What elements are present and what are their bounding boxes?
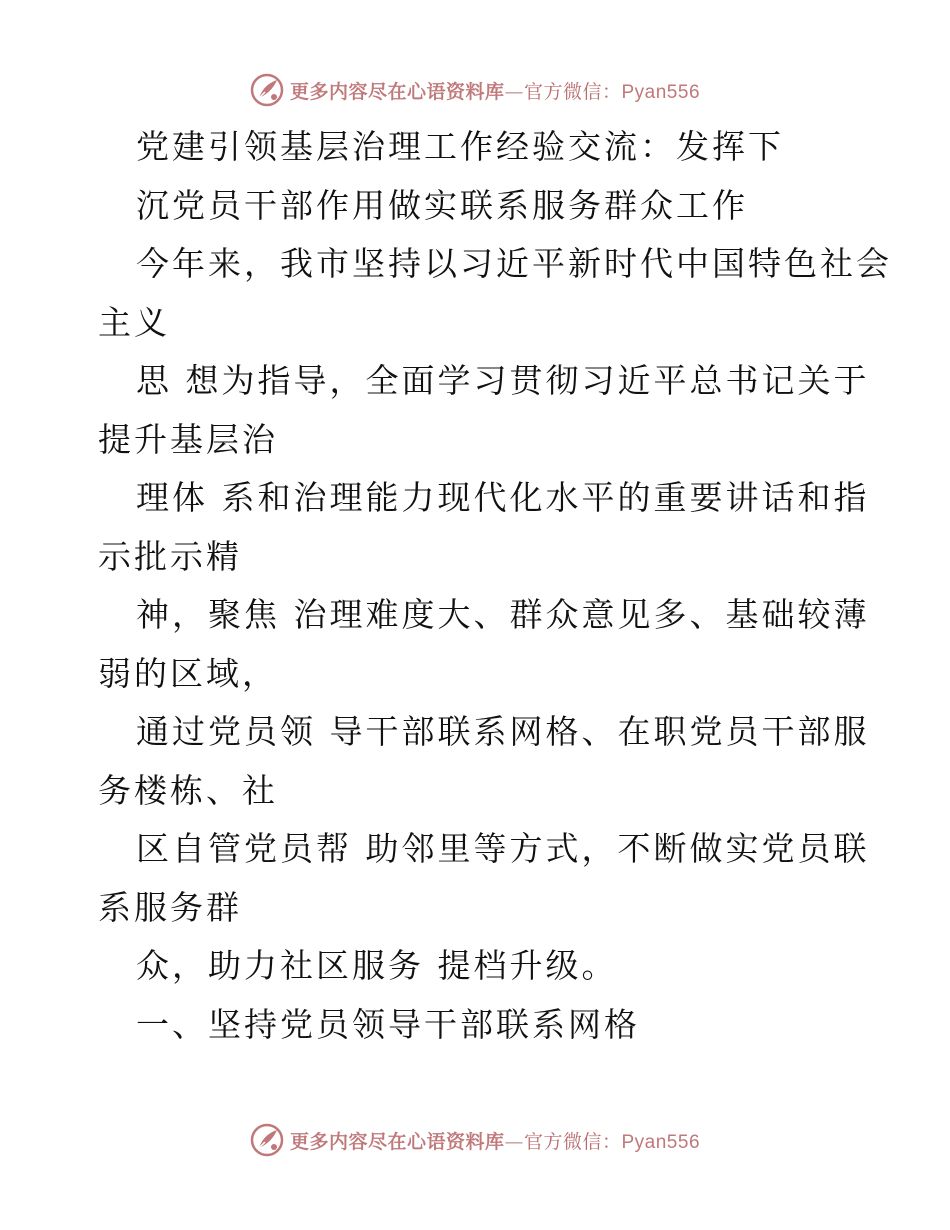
watermark-wechat-label: 官方微信：: [523, 80, 622, 103]
paragraph-line: 弱的区域，: [98, 653, 278, 693]
section-heading: 一、坚持党员领导干部联系网格: [136, 1004, 640, 1044]
paragraph-line: 系服务群: [98, 887, 242, 927]
paragraph-line: 今年来，我市坚持以习近平新时代中国特色社会: [136, 244, 892, 283]
paragraph-line: 思 想为指导，全面学习贯彻习近平总书记关于: [136, 361, 870, 400]
watermark-dash: —: [504, 80, 524, 103]
feather-pen-icon: [250, 1123, 284, 1157]
watermark-main-text: 更多内容尽在心语资料库: [289, 80, 505, 103]
watermark-dash: —: [504, 1130, 524, 1153]
paragraph-line: 区自管党员帮 助邻里等方式，不断做实党员联: [136, 829, 870, 868]
paragraph-line: 主义: [98, 302, 170, 342]
paragraph-line: 提升基层治: [98, 419, 278, 459]
paragraph-line: 通过党员领 导干部联系网格、在职党员干部服: [136, 712, 870, 751]
title-line-2: 沉党员干部作用做实联系服务群众工作: [136, 185, 748, 225]
watermark-banner-bottom: [0, 1120, 950, 1160]
watermark-main-text: 更多内容尽在心语资料库: [289, 1130, 505, 1153]
paragraph-line: 众，助力社区服务 提档升级。: [136, 946, 618, 985]
paragraph-line: 示批示精: [98, 536, 242, 576]
paragraph-line: 务楼栋、社: [98, 770, 278, 810]
paragraph-line: 理体 系和治理能力现代化水平的重要讲话和指: [136, 478, 870, 517]
title-line-1: 党建引领基层治理工作经验交流：发挥下: [136, 127, 784, 166]
watermark-banner-top: [0, 70, 950, 110]
paragraph-line: 神，聚焦 治理难度大、群众意见多、基础较薄: [136, 595, 870, 634]
watermark-wechat-id: Pyan556: [621, 81, 701, 103]
document-body: [98, 118, 892, 1054]
feather-pen-icon: [250, 73, 284, 107]
watermark-wechat-label: 官方微信：: [523, 1130, 622, 1153]
watermark-wechat-id: Pyan556: [621, 1131, 701, 1153]
